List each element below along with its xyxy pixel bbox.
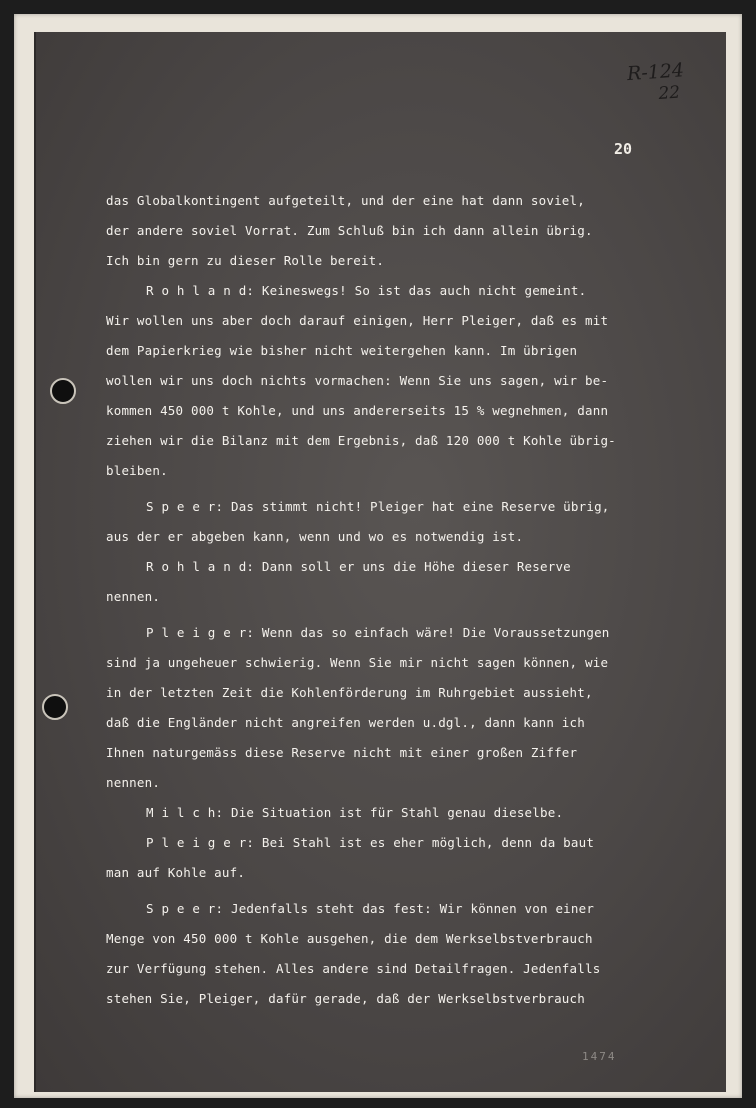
- archive-mark-line1: R-124: [626, 59, 685, 86]
- speaker-line-rohland: R o h l a n d: Keineswegs! So ist das auch nicht gemeint.: [146, 283, 587, 298]
- text-line: Menge von 450 000 t Kohle ausgehen, die dem Werkselbstverbrauch: [106, 931, 593, 946]
- text-line: stehen Sie, Pleiger, dafür gerade, daß der Werkselbstverbrauch: [106, 991, 585, 1006]
- archive-mark-line2: 22: [657, 82, 681, 105]
- handwritten-archive-mark: [626, 57, 719, 115]
- page-number: 20: [614, 140, 633, 158]
- text-line: sind ja ungeheuer schwierig. Wenn Sie mir nicht sagen können, wie: [106, 655, 609, 670]
- text-line: daß die Engländer nicht angreifen werden u.dgl., dann kann ich: [106, 715, 585, 730]
- text-line: nennen.: [106, 775, 161, 790]
- punch-hole-lower: [42, 694, 68, 720]
- speaker-line-speer: S p e e r: Das stimmt nicht! Pleiger hat eine Reserve übrig,: [146, 499, 610, 514]
- transcript-body: [106, 186, 716, 1014]
- text-line: zur Verfügung stehen. Alles andere sind Detailfragen. Jedenfalls: [106, 961, 601, 976]
- text-line: das Globalkontingent aufgeteilt, und der eine hat dann soviel,: [106, 193, 585, 208]
- footer-document-number: 1474: [582, 1050, 617, 1063]
- speaker-line-milch: M i l c h: Die Situation ist für Stahl genau dieselbe.: [146, 805, 564, 820]
- text-line: in der letzten Zeit die Kohlenförderung im Ruhrgebiet aussieht,: [106, 685, 593, 700]
- speaker-line-pleiger: P l e i g e r: Bei Stahl ist es eher möglich, denn da baut: [146, 835, 595, 850]
- text-line: nennen.: [106, 589, 161, 604]
- text-line: aus der er abgeben kann, wenn und wo es notwendig ist.: [106, 529, 524, 544]
- text-line: Ich bin gern zu dieser Rolle bereit.: [106, 253, 385, 268]
- text-line: kommen 450 000 t Kohle, und uns andererseits 15 % wegnehmen, dann: [106, 403, 609, 418]
- text-line: man auf Kohle auf.: [106, 865, 246, 880]
- text-line: Ihnen naturgemäss diese Reserve nicht mit einer großen Ziffer: [106, 745, 578, 760]
- text-line: der andere soviel Vorrat. Zum Schluß bin ich dann allein übrig.: [106, 223, 593, 238]
- text-line: wollen wir uns doch nichts vormachen: Wenn Sie uns sagen, wir be-: [106, 373, 609, 388]
- text-line: ziehen wir die Bilanz mit dem Ergebnis, daß 120 000 t Kohle übrig-: [106, 433, 616, 448]
- text-line: Wir wollen uns aber doch darauf einigen, Herr Pleiger, daß es mit: [106, 313, 609, 328]
- text-line: bleiben.: [106, 463, 168, 478]
- speaker-line-speer: S p e e r: Jedenfalls steht das fest: Wir können von einer: [146, 901, 595, 916]
- speaker-line-rohland: R o h l a n d: Dann soll er uns die Höhe dieser Reserve: [146, 559, 571, 574]
- punch-hole-upper: [50, 378, 76, 404]
- speaker-line-pleiger: P l e i g e r: Wenn das so einfach wäre! Die Voraussetzungen: [146, 625, 610, 640]
- text-line: dem Papierkrieg wie bisher nicht weitergehen kann. Im übrigen: [106, 343, 578, 358]
